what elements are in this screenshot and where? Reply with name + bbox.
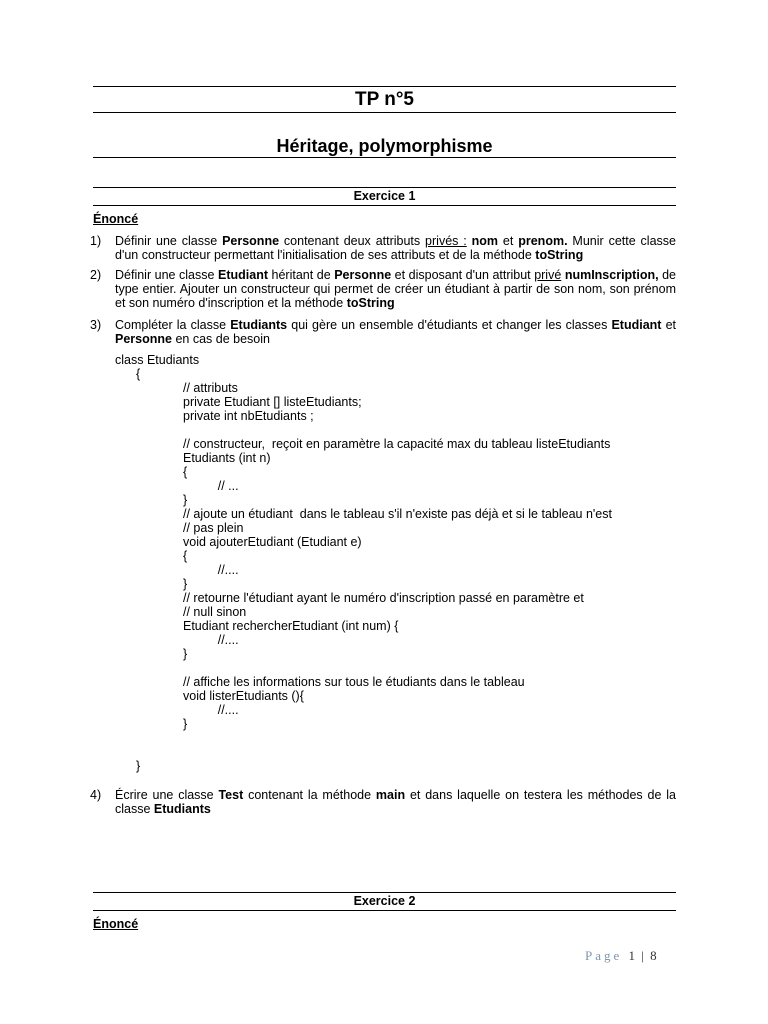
item-text-run: en cas de besoin: [171, 332, 270, 346]
code-line: // affiche les informations sur tous le étudiants dans le tableau: [183, 675, 525, 689]
page-total: 8: [650, 948, 657, 963]
document-subtitle: Héritage, polymorphisme: [276, 136, 493, 156]
code-line: {: [183, 465, 188, 479]
item-text-run: de type entier. Ajouter un constructeur qui permet de créer un étudiant à partir de son nom, son prénom et son numéro d'inscription et la méthode: [115, 268, 676, 310]
item-text-run: Etudiants: [230, 318, 288, 332]
item-text-run: privé: [534, 268, 562, 282]
item-number: 4): [90, 788, 102, 802]
code-line: // pas plein: [183, 521, 244, 535]
item-text-run: numInscription,: [564, 268, 659, 282]
exercise1-item-4: [115, 788, 676, 816]
item-text-run: Etudiants: [153, 802, 211, 816]
code-line: }: [183, 577, 188, 591]
item-text-run: toString: [346, 296, 395, 310]
exercise1-heading: Exercice 1: [353, 189, 416, 203]
exercise1-item-1: [115, 234, 676, 262]
exercise2-heading: Exercice 2: [353, 894, 416, 908]
code-line: //....: [183, 633, 239, 647]
code-line: [183, 661, 612, 675]
page-word: Page: [585, 948, 623, 963]
code-line: Etudiant rechercherEtudiant (int num) {: [183, 619, 399, 633]
item-text-run: nom: [471, 234, 499, 248]
code-class-declaration: class Etudiants: [115, 353, 200, 367]
code-line: }: [183, 717, 188, 731]
exercise1-item-2: [115, 268, 676, 310]
item-text-run: et dans laquelle on testera les méthodes de la classe: [115, 788, 676, 816]
page-separator: |: [641, 948, 644, 963]
item-text-run: Définir une classe: [115, 268, 218, 282]
item-text-run: toString: [535, 248, 584, 262]
code-line: Etudiants (int n): [183, 451, 271, 465]
subtitle-rule: [93, 157, 676, 158]
code-line: private int nbEtudiants ;: [183, 409, 314, 423]
code-line: // ajoute un étudiant dans le tableau s'il n'existe pas déjà et si le tableau n'est: [183, 507, 612, 521]
item-text-run: héritant de: [268, 268, 335, 282]
exercise1-item-3: [115, 318, 676, 346]
item-text-run: Etudiant: [218, 268, 268, 282]
item-text-run: Personne: [222, 234, 280, 248]
exercise1-enonce-label: Énoncé: [93, 212, 139, 226]
item-text-run: prenom.: [518, 234, 568, 248]
page-footer: [585, 948, 657, 964]
exercise1-rule-bottom: [93, 205, 676, 206]
item-text-run: Écrire une classe: [115, 788, 219, 802]
item-text-run: et disposant d'un attribut: [391, 268, 535, 282]
code-line: {: [183, 549, 188, 563]
exercise2-enonce-label: Énoncé: [93, 917, 139, 931]
document-title: TP n°5: [355, 89, 414, 110]
exercise2-rule-bottom: [93, 910, 676, 911]
item-text-run: Personne: [115, 332, 172, 346]
title-rule-top: [93, 86, 676, 87]
item-text-run: Munir cette classe d'un constructeur permettant l'initialisation de ses attributs et de la méthode: [115, 234, 676, 262]
item-text-run: contenant la méthode: [243, 788, 376, 802]
code-line: // ...: [183, 479, 239, 493]
item-number: 1): [90, 234, 102, 248]
item-text-run: privés :: [425, 234, 467, 248]
code-line: void ajouterEtudiant (Etudiant e): [183, 535, 362, 549]
code-line: // null sinon: [183, 605, 247, 619]
item-text-run: qui gère un ensemble d'étudiants et changer les classes: [287, 318, 612, 332]
code-close-brace: }: [136, 759, 141, 773]
code-line: private Etudiant [] listeEtudiants;: [183, 395, 362, 409]
code-line: // constructeur, reçoit en paramètre la capacité max du tableau listeEtudiants: [183, 437, 611, 451]
exercise2-rule-top: [93, 892, 676, 893]
code-line: }: [183, 493, 188, 507]
code-open-brace: {: [136, 367, 141, 381]
exercise1-rule-top: [93, 187, 676, 188]
item-text-run: Compléter la classe: [115, 318, 231, 332]
code-line: //....: [183, 703, 239, 717]
item-number: 3): [90, 318, 102, 332]
item-text-run: Définir une classe: [115, 234, 223, 248]
item-text-run: main: [375, 788, 406, 802]
item-text-run: et: [661, 318, 676, 332]
code-line: void listerEtudiants (){: [183, 689, 304, 703]
title-rule-bottom: [93, 112, 676, 113]
item-text-run: contenant deux attributs: [279, 234, 426, 248]
code-class-body: [183, 381, 612, 731]
item-text-run: Personne: [334, 268, 392, 282]
page-current: 1: [628, 948, 636, 963]
code-line: //....: [183, 563, 239, 577]
item-text-run: Etudiant: [611, 318, 662, 332]
item-text-run: et: [498, 234, 519, 248]
code-line: // attributs: [183, 381, 238, 395]
code-line: // retourne l'étudiant ayant le numéro d'inscription passé en paramètre et: [183, 591, 584, 605]
code-line: [183, 423, 612, 437]
item-text-run: Test: [218, 788, 244, 802]
code-line: }: [183, 647, 188, 661]
item-number: 2): [90, 268, 102, 282]
